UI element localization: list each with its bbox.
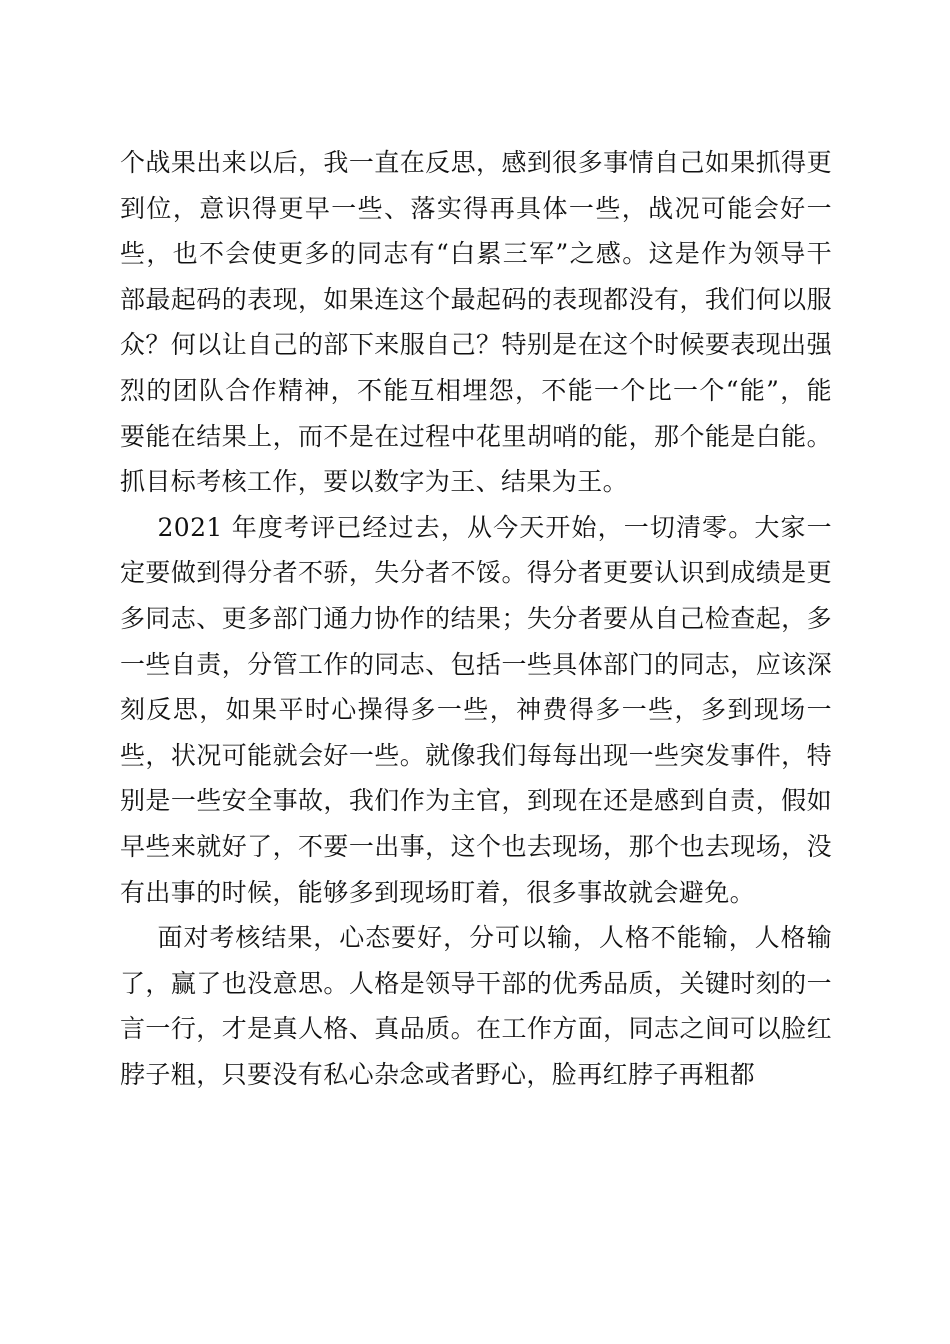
paragraph-3: 面对考核结果，心态要好，分可以输，人格不能输，人格输了，赢了也没意思。人格是领导干部的优秀品质，关键时刻的一言一行，才是真人格、真品质。在工作方面，同志之间可以脸红脖子粗，只要没有私心杂念或者野心，脸再红脖子再粗都 bbox=[120, 923, 832, 1089]
paragraph-1: 个战果出来以后，我一直在反思，感到很多事情自己如果抓得更到位，意识得更早一些、落实得再具体一些，战况可能会好一些，也不会使更多的同志有“白累三军”之感。这是作为领导干部最起码的表现，如果连这个最起码的表现都没有，我们何以服众？何以让自己的部下来服自己？特别是在这个时候要表现出强烈的团队合作精神，不能互相埋怨，不能一个比一个“能”，能要能在结果上，而不是在过程中花里胡哨的能，那个能是白能。抓目标考核工作，要以数字为王、结果为王。 bbox=[120, 148, 832, 497]
paragraph-2: 2021 年度考评已经过去，从今天开始，一切清零。大家一定要做到得分者不骄，失分者不馁。得分者更要认识到成绩是更多同志、更多部门通力协作的结果；失分者要从自己检查起，多一些自责，分管工作的同志、包括一些具体部门的同志，应该深刻反思，如果平时心操得多一些，神费得多一些，多到现场一些，状况可能就会好一些。就像我们每每出现一些突发事件，特别是一些安全事故，我们作为主官，到现在还是感到自责，假如早些来就好了，不要一出事，这个也去现场，那个也去现场，没有出事的时候，能够多到现场盯着，很多事故就会避免。 bbox=[120, 512, 832, 907]
document-body bbox=[120, 140, 832, 1097]
